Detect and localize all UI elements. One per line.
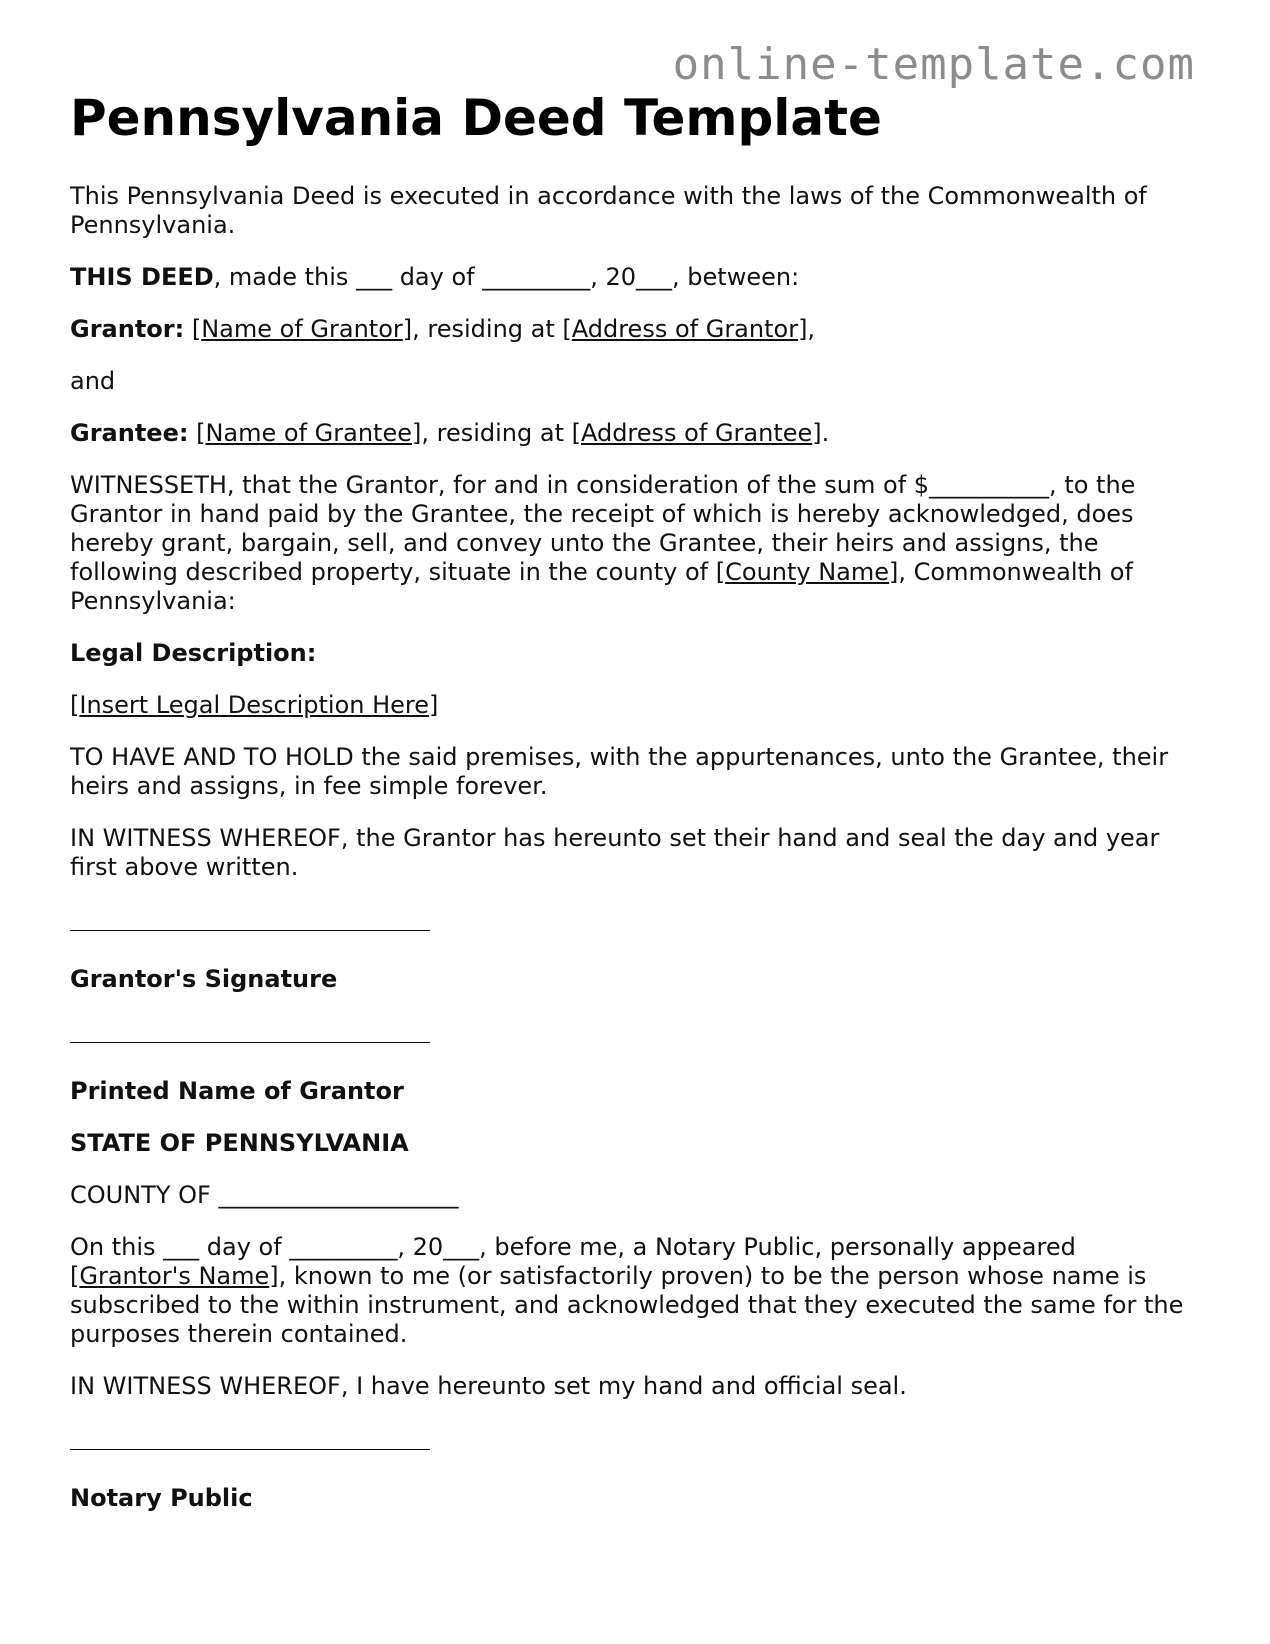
printed-name-line[interactable] xyxy=(70,1042,430,1043)
deed-date-text: , made this ___ day of _________, 20___, between: xyxy=(213,263,800,291)
notary-witness-paragraph: IN WITNESS WHEREOF, I have hereunto set my hand and official seal. xyxy=(70,1372,907,1400)
witnesseth-paragraph: WITNESSETH, that the Grantor, for and in consideration of the sum of $__________, to the Grantor in hand paid by the Grantee, the receipt of which is hereby acknowledged, does hereby grant, bargain, sell, and convey unto the Grantee, their heirs and assigns, the following described property, situate in the county of [County Name], Commonwealth of Pennsylvania: xyxy=(70,471,1136,615)
grantor-line: Grantor: [Name of Grantor], residing at [Address of Grantor], xyxy=(70,315,816,343)
deed-body xyxy=(70,182,1200,1536)
notary-public-label: Notary Public xyxy=(70,1484,253,1512)
grantor-name-field[interactable]: Name of Grantor xyxy=(201,315,403,343)
county-line: COUNTY OF ____________________ xyxy=(70,1181,459,1209)
notary-acknowledgment-paragraph: On this ___ day of _________, 20___, before me, a Notary Public, personally appeared [Grantor's Name], known to me (or satisfactorily proven) to be the person whose name is subscribed to the within instrument, and acknowledged that they executed the same for the purposes therein contained. xyxy=(70,1233,1184,1348)
intro-paragraph: This Pennsylvania Deed is executed in accordance with the laws of the Commonwealth of Pennsylvania. xyxy=(70,182,1147,239)
county-name-field[interactable]: County Name xyxy=(725,558,890,586)
habendum-paragraph: TO HAVE AND TO HOLD the said premises, with the appurtenances, unto the Grantee, their heirs and assigns, in fee simple forever. xyxy=(70,743,1169,800)
grantor-witness-paragraph: IN WITNESS WHEREOF, the Grantor has hereunto set their hand and seal the day and year first above written. xyxy=(70,824,1160,881)
grantee-name-field[interactable]: Name of Grantee xyxy=(205,419,412,447)
notary-signature-line[interactable] xyxy=(70,1449,430,1450)
grantor-name-notary-field[interactable]: Grantor's Name xyxy=(79,1262,270,1290)
grantee-address-field[interactable]: Address of Grantee xyxy=(580,419,813,447)
and-text: and xyxy=(70,367,116,395)
watermark: online-template.com xyxy=(672,39,1195,90)
grantor-signature-label: Grantor's Signature xyxy=(70,965,338,993)
legal-description-heading: Legal Description: xyxy=(70,639,317,667)
legal-description-line: [Insert Legal Description Here] xyxy=(70,691,439,719)
grantor-label: Grantor: xyxy=(70,315,185,343)
grantee-label: Grantee: xyxy=(70,419,189,447)
grantor-signature-line[interactable] xyxy=(70,930,430,931)
printed-name-label: Printed Name of Grantor xyxy=(70,1077,404,1105)
page-title: Pennsylvania Deed Template xyxy=(70,89,882,147)
legal-description-field[interactable]: Insert Legal Description Here xyxy=(79,691,430,719)
grantee-line: Grantee: [Name of Grantee], residing at [Address of Grantee]. xyxy=(70,419,830,447)
deed-label: THIS DEED xyxy=(70,263,214,291)
state-heading: STATE OF PENNSYLVANIA xyxy=(70,1129,409,1157)
grantor-address-field[interactable]: Address of Grantor xyxy=(571,315,799,343)
deed-date-line xyxy=(70,263,1200,292)
